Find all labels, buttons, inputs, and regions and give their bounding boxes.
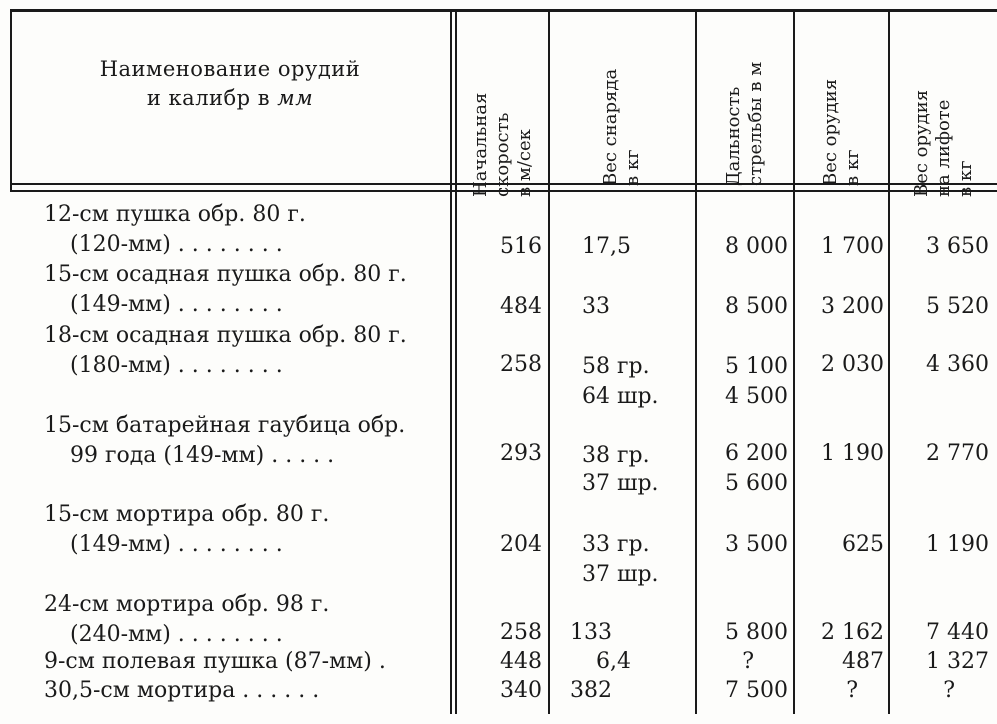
row7-range: ? xyxy=(742,649,754,674)
row4-range: 6 200 xyxy=(725,441,788,466)
row5-gun-weight: 625 xyxy=(842,532,884,557)
row4-limber-weight: 2 770 xyxy=(926,441,989,466)
velocity-column-header xyxy=(458,10,548,197)
row4-shell-2: 37 шр. xyxy=(582,471,659,496)
row5-velocity: 204 xyxy=(500,532,542,557)
range-column-header xyxy=(697,10,793,186)
left-border xyxy=(10,9,12,192)
row3-range: 5 100 xyxy=(725,354,788,379)
name-column-divider-b xyxy=(455,9,457,714)
row3-shell: 58 гр. xyxy=(582,354,650,379)
limber-header-line2: на лифоте xyxy=(933,99,954,197)
row2-limber-weight: 5 520 xyxy=(926,294,989,319)
name-column-header xyxy=(30,55,430,113)
row1-name-line1: 12-см пушка обр. 80 г. xyxy=(44,202,306,227)
row4-shell: 38 гр. xyxy=(582,443,650,468)
row3-name-line2: (180-мм) . . . . . . . . xyxy=(70,353,283,378)
row2-name-line1: 15-см осадная пушка обр. 80 г. xyxy=(44,262,407,287)
row1-limber-weight: 3 650 xyxy=(926,234,989,259)
limber-weight-column-header xyxy=(890,10,997,197)
range-header-line1: Дальность xyxy=(723,86,744,186)
row5-limber-weight: 1 190 xyxy=(926,532,989,557)
gun-weight-header-line2: в кг xyxy=(842,149,863,186)
row1-gun-weight: 1 700 xyxy=(821,234,884,259)
row7-velocity: 448 xyxy=(500,649,542,674)
row5-range: 3 500 xyxy=(725,532,788,557)
shell-header-line2: в кг xyxy=(622,149,643,186)
shell-header-line1: Вес снаряда xyxy=(600,68,621,186)
row8-shell: 382 xyxy=(570,678,612,703)
limber-header-line3: в кг xyxy=(955,160,976,197)
row1-name-line2: (120-мм) . . . . . . . . xyxy=(70,232,283,257)
name-column-divider-a xyxy=(450,9,452,714)
row6-name-line1: 24-см мортира обр. 98 г. xyxy=(44,592,330,617)
row4-gun-weight: 1 190 xyxy=(821,441,884,466)
row3-limber-weight: 4 360 xyxy=(926,352,989,377)
row8-gun-weight: ? xyxy=(846,678,858,703)
row4-range-2: 5 600 xyxy=(725,471,788,496)
row4-name-line2: 99 года (149-мм) . . . . . xyxy=(70,443,335,468)
row4-name-line1: 15-см батарейная гаубица обр. xyxy=(44,413,406,438)
row5-shell: 33 гр. xyxy=(582,532,650,557)
limber-header-line1: Вес орудия xyxy=(911,89,932,197)
row3-shell-2: 64 шр. xyxy=(582,384,659,409)
row1-shell: 17,5 xyxy=(582,234,631,259)
row7-name: 9-см полевая пушка (87-мм) . xyxy=(44,649,386,674)
row6-gun-weight: 2 162 xyxy=(821,620,884,645)
row7-shell: 6,4 xyxy=(596,649,631,674)
gun-weight-column-header xyxy=(795,10,888,186)
range-header-line2: стрельбы в м xyxy=(745,61,766,186)
gun-weight-header-line1: Вес орудия xyxy=(820,78,841,186)
row5-name-line1: 15-см мортира обр. 80 г. xyxy=(44,502,330,527)
row1-range: 8 000 xyxy=(725,234,788,259)
velocity-header-line3: в м/сек xyxy=(514,129,535,197)
name-header-unit: мм xyxy=(277,86,314,110)
row3-gun-weight: 2 030 xyxy=(821,352,884,377)
row7-limber-weight: 1 327 xyxy=(926,649,989,674)
row6-range: 5 800 xyxy=(725,620,788,645)
row8-range: 7 500 xyxy=(725,678,788,703)
row2-shell: 33 xyxy=(582,294,610,319)
name-header-line2 xyxy=(30,84,430,113)
name-header-prefix: и калибр в xyxy=(146,86,278,110)
row4-velocity: 293 xyxy=(500,441,542,466)
row2-velocity: 484 xyxy=(500,294,542,319)
row8-limber-weight: ? xyxy=(943,678,955,703)
row6-velocity: 258 xyxy=(500,620,542,645)
row6-shell: 133 xyxy=(570,620,612,645)
row3-name-line1: 18-см осадная пушка обр. 80 г. xyxy=(44,323,407,348)
row7-gun-weight: 487 xyxy=(842,649,884,674)
row2-name-line2: (149-мм) . . . . . . . . xyxy=(70,292,283,317)
row6-name-line2: (240-мм) . . . . . . . . xyxy=(70,622,283,647)
velocity-header-line2: скорость xyxy=(492,112,513,197)
row2-range: 8 500 xyxy=(725,294,788,319)
row3-velocity: 258 xyxy=(500,352,542,377)
row1-velocity: 516 xyxy=(500,234,542,259)
velocity-header-line1: Начальная xyxy=(470,92,491,197)
shell-weight-column-header xyxy=(550,10,695,186)
row8-name: 30,5-см мортира . . . . . . xyxy=(44,678,320,703)
row3-range-2: 4 500 xyxy=(725,384,788,409)
row5-name-line2: (149-мм) . . . . . . . . xyxy=(70,532,283,557)
row2-gun-weight: 3 200 xyxy=(821,294,884,319)
row8-velocity: 340 xyxy=(500,678,542,703)
name-header-line1: Наименование орудий xyxy=(99,57,361,81)
row6-limber-weight: 7 440 xyxy=(926,620,989,645)
row5-shell-2: 37 шр. xyxy=(582,562,659,587)
